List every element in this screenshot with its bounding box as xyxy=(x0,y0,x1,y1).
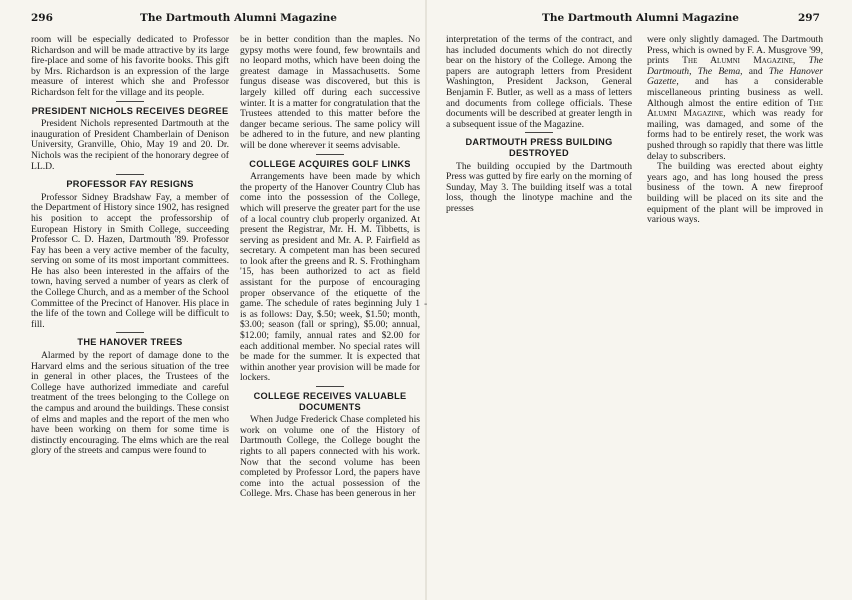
paragraph-nichols-degree: President Nichols represented Dartmouth at the inauguration of President Chamberlain of Denison University, Granville, Ohio, May 19 and 20. Dr. Nichols was the recipient of the honorary degree of LL.D. xyxy=(31,118,229,172)
divider xyxy=(316,154,344,155)
heading-golf-links: COLLEGE ACQUIRES GOLF LINKS xyxy=(249,158,411,169)
paragraph-documents-continued: interpretation of the terms of the contract, and has included documents which do not directly bear on the history of the College. Among the papers are autograph letters from President Washington, President Jackson, General Benjamin F. Butler, as well as a mass of letters and documents from college officials. These documents will be described at greater length in a subsequent issue of the Magazine. xyxy=(446,34,632,130)
divider xyxy=(116,101,144,102)
gutter-mark: - xyxy=(424,299,428,310)
paragraph-fay-resigns: Professor Sidney Bradshaw Fay, a member of the Department of History since 1902, has resigned his position to accept the professorship of European History in Smith College, succeeding Professor C. D. Hazen, Dartmouth '89. Professor Fay has been a very active member of the faculty, serving on some of its most important committees. He has also been interested in the affairs of the town, having served a number of years as clerk of the College Church, and as a member of the School Committee of the Precinct of Hanover. His place in the life of the town and College will be difficult to fill. xyxy=(31,191,229,330)
paragraph-trees-continued: be in better condition than the maples. No gypsy moths were found, few browntails and no leopard moths, which have been doing the greatest damage in Massachusetts. Some fungus disease was discovered, but this is largely killed off during each successive winter. It is a matter for congratulation that the Trustees attended to this matter before the danger became serious. The same policy will be adhered to in the future, and new planting will be done wherever it seems advisable. xyxy=(240,34,420,151)
page-number-right: 297 xyxy=(798,12,820,24)
running-title-left: The Dartmouth Alumni Magazine xyxy=(140,12,337,24)
paragraph-hanover-trees: Alarmed by the report of damage done to the Harvard elms and the serious situation of the tree in general in other places, the Trustees of the College have authorized immediate and careful treatment of the trees belonging to the College on the campus and around the buildings. These consist of elms and maples and the report of the men who have been working on them for some time is distinctly encouraging. The elms which are the real glory of the streets and campus were found to xyxy=(31,350,229,457)
running-title-right: The Dartmouth Alumni Magazine xyxy=(542,12,739,24)
heading-hanover-trees: THE HANOVER TREES xyxy=(77,337,183,348)
divider xyxy=(116,332,144,333)
paragraph-richardson-gift: room will be especially dedicated to Professor Richardson and will be made attractive by its large fire-place and some of his favorite books. This gift by Mrs. Richardson is an expression of the large measure of interest which she and Professor Richardson felt for the village and its people. xyxy=(31,34,229,98)
page-number-left: 296 xyxy=(31,12,53,24)
publication-the-bema: The Bema xyxy=(697,65,741,77)
right-page xyxy=(427,0,852,600)
divider xyxy=(525,132,553,133)
paragraph-valuable-documents: When Judge Frederick Chase completed his work on volume one of the History of Dartmouth College, the College bought the rights to all papers connected with his work. Now that the second volume has been completed by Professor Lord, the papers have come into the actual possession of the College. Mrs. Chase has been generous in her xyxy=(240,414,420,500)
left-column-2 xyxy=(240,35,420,500)
publication-hanover-gazette: The Hanover Gazette xyxy=(647,65,824,88)
text-run: were only slightly damaged. The Dartmouth Press, which is owned by F. A. Musgrove '99, prints xyxy=(647,34,823,67)
publication-alumni-magazine: The Alumni Magazine xyxy=(647,97,823,120)
left-column-1 xyxy=(31,35,229,457)
publication-the-dartmouth: The Dartmouth xyxy=(647,55,824,77)
publication-alumni-magazine: The Alumni Magazine xyxy=(682,55,793,67)
paragraph-press-continued xyxy=(647,35,823,162)
text-run: , and xyxy=(740,65,769,77)
heading-press-destroyed: DARTMOUTH PRESS BUILDING DESTROYED xyxy=(465,137,613,158)
right-column-1 xyxy=(446,35,632,215)
text-run: , xyxy=(689,65,698,77)
paragraph-golf-links: Arrangements have been made by which the property of the Hanover Country Club has come into the possession of the College, which will preserve the greater part for the use of a local country club properly organized. At present the Registrar, Mr. H. M. Tibbetts, is serving as president and Mr. A. P. Fairfield as secretary. A competent man has been secured to look after the greens and R. S. Frothingham '15, has been authorized to act as field assistant for the purpose of encouraging proper observance of the etiquette of the game. The schedule of rates beginning July 1 is as follows: Day, $.50; week, $1.50; month, $3.00; season (fall or spring), $5.00; annual, $12.00; family, annual rates and $2.00 for each additional member. No special rates will be made for the summer. It is expected that within another year provision will be made for lockers. xyxy=(240,171,420,384)
divider xyxy=(116,174,144,175)
text-run: , which was ready for mailing, was damaged, and some of the forms had to be entirely reset, the work was pushed through so rapidly that there was little delay to subscribers. xyxy=(647,108,823,162)
text-run: , and has a considerable miscellaneous printing business as well. Although almost the entire edition of xyxy=(647,76,823,109)
text-run: , xyxy=(792,55,809,67)
right-column-2 xyxy=(647,35,823,226)
paragraph-new-building: The building was erected about eighty years ago, and has long housed the press business of the town. A new fireproof building will be placed on its site and the equipment of the plant will be improved in various ways. xyxy=(647,161,823,226)
heading-valuable-documents: COLLEGE RECEIVES VALUABLE DOCUMENTS xyxy=(253,391,407,412)
heading-fay-resigns: PROFESSOR FAY RESIGNS xyxy=(66,179,194,190)
heading-nichols-degree: PRESIDENT NICHOLS RECEIVES DEGREE xyxy=(31,105,229,116)
divider xyxy=(316,386,344,387)
paragraph-press-destroyed: The building occupied by the Dartmouth Press was gutted by fire early on the morning of Sunday, May 3. The building itself was a total loss, though the linotype machine and the presses xyxy=(446,160,632,214)
